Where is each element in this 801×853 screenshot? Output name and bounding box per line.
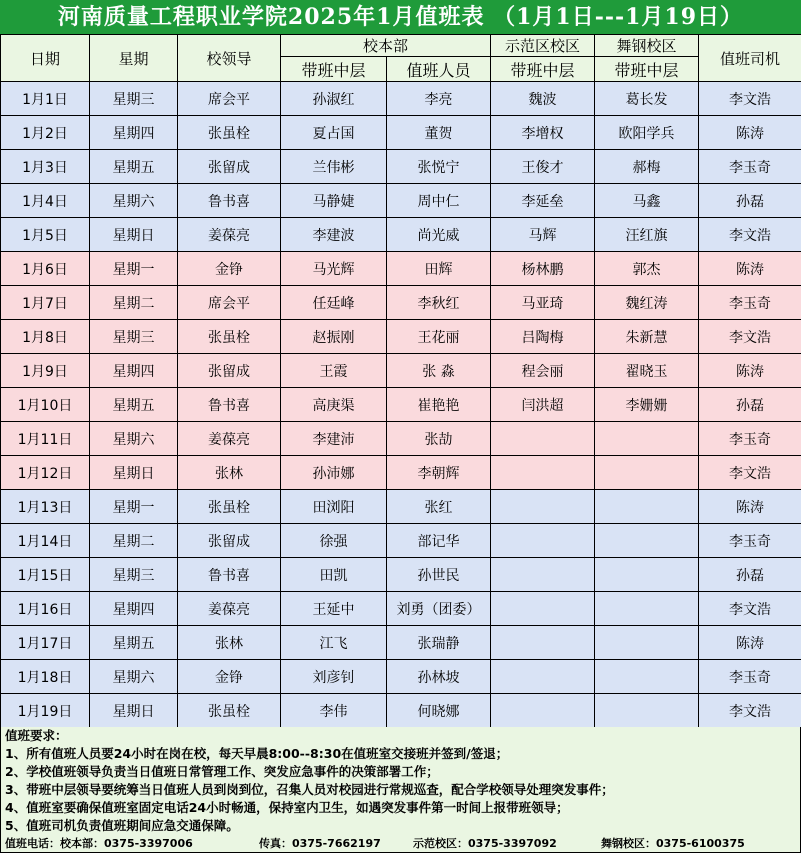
cell-demo-middle: 魏波 [491,82,595,116]
cell-driver: 李文浩 [699,320,801,354]
cell-date: 1月10日 [1,388,90,422]
cell-weekday: 星期日 [90,218,178,252]
cell-weekday: 星期二 [90,524,178,558]
cell-weekday: 星期五 [90,150,178,184]
cell-leader: 鲁书喜 [178,388,281,422]
cell-weekday: 星期五 [90,388,178,422]
cell-weekday: 星期二 [90,286,178,320]
cell-main-middle: 王霞 [281,354,387,388]
cell-leader: 张虽栓 [178,694,281,728]
cell-wugang-middle: 翟晓玉 [595,354,699,388]
cell-weekday: 星期日 [90,694,178,728]
requirements-heading: 值班要求： [5,728,68,743]
cell-date: 1月3日 [1,150,90,184]
cell-date: 1月6日 [1,252,90,286]
cell-main-staff: 田辉 [387,252,491,286]
cell-leader: 席会平 [178,286,281,320]
cell-leader: 姜葆亮 [178,218,281,252]
cell-weekday: 星期四 [90,354,178,388]
header-demo-middle: 带班中层 [491,57,595,82]
cell-date: 1月15日 [1,558,90,592]
table-row [1,558,801,592]
header-driver: 值班司机 [699,35,801,82]
cell-demo-middle [491,422,595,456]
duty-requirements [0,727,801,836]
cell-main-staff: 尚光威 [387,218,491,252]
cell-wugang-middle: 汪红旗 [595,218,699,252]
cell-demo-middle: 吕陶梅 [491,320,595,354]
cell-wugang-middle: 李姗姗 [595,388,699,422]
cell-main-middle: 王延中 [281,592,387,626]
cell-main-staff: 李秋红 [387,286,491,320]
cell-main-middle: 李建沛 [281,422,387,456]
cell-main-middle: 李建波 [281,218,387,252]
cell-date: 1月9日 [1,354,90,388]
cell-main-staff: 张瑞静 [387,626,491,660]
phone-wugang-campus: 舞钢校区：0375-6100375 [601,837,745,850]
cell-demo-middle [491,592,595,626]
table-row [1,524,801,558]
cell-driver: 李玉奇 [699,286,801,320]
cell-wugang-middle: 魏红涛 [595,286,699,320]
cell-leader: 张留成 [178,354,281,388]
cell-main-staff: 周中仁 [387,184,491,218]
requirement-item: 4、值班室要确保值班室固定电话24小时畅通，保持室内卫生，如遇突发事件第一时间上报带班领导； [5,800,569,815]
cell-weekday: 星期一 [90,252,178,286]
cell-wugang-middle [595,558,699,592]
cell-date: 1月17日 [1,626,90,660]
cell-driver: 李文浩 [699,694,801,728]
requirement-item: 3、带班中层领导要统筹当日值班人员到岗到位，召集人员对校园进行常规巡查，配合学校领导处理突发事件； [5,782,614,797]
contact-phones [0,835,801,853]
cell-driver: 李玉奇 [699,524,801,558]
cell-demo-middle: 马辉 [491,218,595,252]
header-wugang-campus: 舞钢校区 [595,35,699,57]
cell-driver: 李玉奇 [699,422,801,456]
cell-main-staff: 崔艳艳 [387,388,491,422]
cell-demo-middle [491,456,595,490]
cell-wugang-middle [595,456,699,490]
cell-main-middle: 田浏阳 [281,490,387,524]
cell-main-staff: 董贺 [387,116,491,150]
cell-main-middle: 马光辉 [281,252,387,286]
cell-date: 1月1日 [1,82,90,116]
cell-demo-middle [491,626,595,660]
cell-leader: 金铮 [178,252,281,286]
cell-driver: 陈涛 [699,490,801,524]
cell-main-middle: 马静婕 [281,184,387,218]
cell-main-middle: 兰伟彬 [281,150,387,184]
cell-weekday: 星期三 [90,558,178,592]
cell-demo-middle [491,694,595,728]
cell-date: 1月18日 [1,660,90,694]
header-main-middle: 带班中层 [281,57,387,82]
cell-weekday: 星期六 [90,422,178,456]
cell-main-staff: 刘勇（团委） [387,592,491,626]
cell-main-middle: 任廷峰 [281,286,387,320]
cell-weekday: 星期五 [90,626,178,660]
cell-leader: 金铮 [178,660,281,694]
page-title: 河南质量工程职业学院2025年1月值班表 （1月1日---1月19日） [0,0,801,34]
cell-wugang-middle: 朱新慧 [595,320,699,354]
cell-driver: 李文浩 [699,456,801,490]
header-wugang-middle: 带班中层 [595,57,699,82]
cell-driver: 孙磊 [699,558,801,592]
header-date: 日期 [1,35,90,82]
cell-demo-middle: 程会丽 [491,354,595,388]
cell-date: 1月11日 [1,422,90,456]
cell-weekday: 星期六 [90,184,178,218]
cell-weekday: 星期四 [90,592,178,626]
cell-main-staff: 孙林坡 [387,660,491,694]
cell-date: 1月5日 [1,218,90,252]
cell-demo-middle: 李增权 [491,116,595,150]
cell-main-staff: 部记华 [387,524,491,558]
cell-main-middle: 徐强 [281,524,387,558]
cell-driver: 李玉奇 [699,660,801,694]
cell-weekday: 星期四 [90,116,178,150]
cell-leader: 张虽栓 [178,320,281,354]
cell-main-staff: 李亮 [387,82,491,116]
cell-date: 1月12日 [1,456,90,490]
table-row [1,184,801,218]
cell-weekday: 星期一 [90,490,178,524]
cell-wugang-middle: 郭杰 [595,252,699,286]
cell-date: 1月19日 [1,694,90,728]
cell-main-staff: 张悦宁 [387,150,491,184]
cell-driver: 陈涛 [699,116,801,150]
table-row [1,660,801,694]
cell-demo-middle: 闫洪超 [491,388,595,422]
cell-main-staff: 张红 [387,490,491,524]
phone-demo-campus: 示范校区：0375-3397092 [413,837,557,850]
cell-leader: 张林 [178,626,281,660]
cell-driver: 孙磊 [699,388,801,422]
cell-main-middle: 孙沛娜 [281,456,387,490]
cell-date: 1月14日 [1,524,90,558]
cell-wugang-middle [595,660,699,694]
cell-main-middle: 夏占国 [281,116,387,150]
header-leader: 校领导 [178,35,281,82]
cell-demo-middle [491,490,595,524]
table-row [1,252,801,286]
cell-weekday: 星期三 [90,82,178,116]
cell-wugang-middle [595,490,699,524]
cell-leader: 姜葆亮 [178,422,281,456]
cell-demo-middle [491,558,595,592]
cell-main-middle: 刘彦钊 [281,660,387,694]
table-row [1,626,801,660]
table-row [1,456,801,490]
cell-main-staff: 王花丽 [387,320,491,354]
cell-wugang-middle [595,524,699,558]
header-demo-campus: 示范区校区 [491,35,595,57]
cell-main-staff: 张劼 [387,422,491,456]
table-row [1,82,801,116]
table-row [1,694,801,728]
cell-driver: 李文浩 [699,218,801,252]
table-row [1,388,801,422]
cell-leader: 鲁书喜 [178,558,281,592]
cell-leader: 张留成 [178,524,281,558]
cell-date: 1月8日 [1,320,90,354]
header-main-campus: 校本部 [281,35,491,57]
cell-weekday: 星期三 [90,320,178,354]
cell-leader: 张留成 [178,150,281,184]
cell-leader: 张林 [178,456,281,490]
cell-driver: 陈涛 [699,626,801,660]
cell-main-middle: 高庚渠 [281,388,387,422]
cell-date: 1月13日 [1,490,90,524]
cell-demo-middle: 李延垒 [491,184,595,218]
cell-driver: 李玉奇 [699,150,801,184]
cell-weekday: 星期六 [90,660,178,694]
duty-table [0,34,801,728]
cell-driver: 李文浩 [699,82,801,116]
cell-main-staff: 何晓娜 [387,694,491,728]
cell-wugang-middle [595,422,699,456]
cell-driver: 李文浩 [699,592,801,626]
cell-wugang-middle: 葛长发 [595,82,699,116]
table-row [1,592,801,626]
cell-leader: 鲁书喜 [178,184,281,218]
cell-main-staff: 李朝辉 [387,456,491,490]
table-row [1,116,801,150]
cell-wugang-middle [595,626,699,660]
cell-driver: 陈涛 [699,354,801,388]
table-row [1,218,801,252]
cell-demo-middle: 杨林鹏 [491,252,595,286]
cell-weekday: 星期日 [90,456,178,490]
duty-table-body [1,82,801,728]
table-row [1,320,801,354]
cell-demo-middle [491,660,595,694]
cell-date: 1月7日 [1,286,90,320]
cell-wugang-middle [595,694,699,728]
cell-leader: 姜葆亮 [178,592,281,626]
cell-date: 1月4日 [1,184,90,218]
cell-wugang-middle [595,592,699,626]
table-row [1,354,801,388]
table-row [1,490,801,524]
cell-demo-middle [491,524,595,558]
cell-demo-middle: 马亚琦 [491,286,595,320]
cell-demo-middle: 王俊才 [491,150,595,184]
cell-main-middle: 田凯 [281,558,387,592]
cell-main-middle: 李伟 [281,694,387,728]
phone-main-campus: 值班电话：校本部：0375-3397006 [5,837,193,850]
cell-main-staff: 孙世民 [387,558,491,592]
table-row [1,286,801,320]
cell-main-middle: 赵振刚 [281,320,387,354]
cell-main-staff: 张 淼 [387,354,491,388]
cell-wugang-middle: 欧阳学兵 [595,116,699,150]
cell-driver: 陈涛 [699,252,801,286]
cell-leader: 席会平 [178,82,281,116]
requirement-item: 2、学校值班领导负责当日值班日常管理工作、突发应急事件的决策部署工作； [5,764,439,779]
table-row [1,422,801,456]
cell-wugang-middle: 郝梅 [595,150,699,184]
requirement-item: 1、所有值班人员要24小时在岗在校，每天早晨8:00--8:30在值班室交接班并签到/签退； [5,746,509,761]
header-weekday: 星期 [90,35,178,82]
cell-main-middle: 江飞 [281,626,387,660]
cell-wugang-middle: 马鑫 [595,184,699,218]
cell-driver: 孙磊 [699,184,801,218]
phone-fax: 传真：0375-7662197 [259,837,381,850]
cell-leader: 张虽栓 [178,490,281,524]
cell-main-middle: 孙淑红 [281,82,387,116]
cell-date: 1月2日 [1,116,90,150]
requirement-item: 5、值班司机负责值班期间应急交通保障。 [5,818,239,833]
cell-leader: 张虽栓 [178,116,281,150]
cell-date: 1月16日 [1,592,90,626]
table-row [1,150,801,184]
header-main-staff: 值班人员 [387,57,491,82]
